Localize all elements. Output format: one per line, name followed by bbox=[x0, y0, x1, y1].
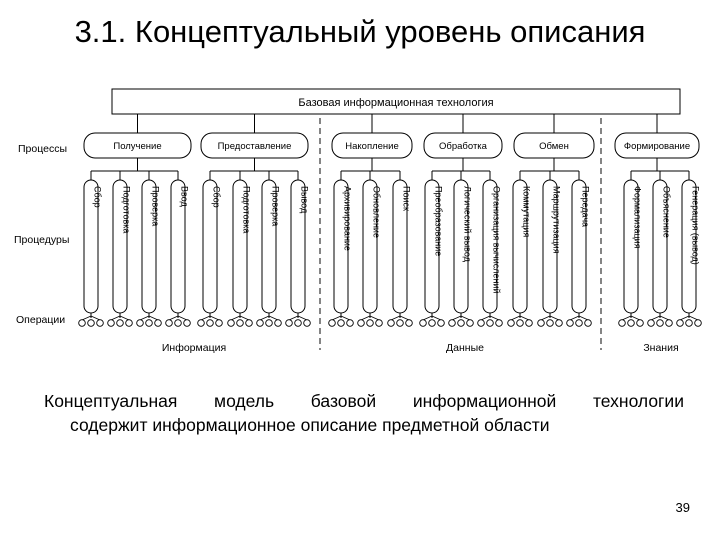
section-label-knowledge: Знания bbox=[643, 342, 679, 354]
operation-branch bbox=[341, 316, 350, 320]
operation-node bbox=[329, 320, 336, 327]
procedure-1 bbox=[79, 180, 104, 326]
operation-node bbox=[228, 320, 235, 327]
procedure-11 bbox=[388, 180, 413, 326]
procedure-6 bbox=[228, 180, 253, 326]
procedure-label: Проверка bbox=[150, 186, 161, 227]
operation-branch bbox=[201, 316, 210, 320]
procedure-7 bbox=[257, 180, 282, 326]
operation-branch bbox=[111, 316, 120, 320]
procedure-label: Сбор bbox=[92, 186, 103, 208]
procedure-label: Коммутация bbox=[521, 186, 532, 238]
procedure-9 bbox=[329, 180, 354, 326]
operation-node bbox=[295, 320, 302, 327]
operation-node bbox=[686, 320, 693, 327]
process-label-формирование: Формирование bbox=[623, 141, 691, 152]
operation-node bbox=[666, 320, 673, 327]
procedure-8 bbox=[286, 180, 311, 326]
operation-node bbox=[677, 320, 684, 327]
operation-branch bbox=[481, 316, 490, 320]
operation-node bbox=[117, 320, 124, 327]
operation-branch bbox=[391, 316, 400, 320]
procedure-17 bbox=[567, 180, 592, 326]
operation-branch bbox=[490, 316, 499, 320]
operation-branch bbox=[210, 316, 219, 320]
procedure-label: Объяснение bbox=[661, 186, 672, 238]
operation-node bbox=[126, 320, 133, 327]
operation-node bbox=[79, 320, 86, 327]
level-label-procedures: Процедуры bbox=[14, 234, 70, 246]
procedure-label: Сбор bbox=[211, 186, 222, 208]
caption-line-2: содержит информационное описание предметной области bbox=[70, 415, 550, 435]
operation-branch bbox=[570, 316, 579, 320]
operation-node bbox=[438, 320, 445, 327]
operation-node bbox=[146, 320, 153, 327]
procedure-15 bbox=[508, 180, 533, 326]
procedure-label: Логический вывод bbox=[462, 186, 473, 262]
section-label-data: Данные bbox=[446, 342, 484, 354]
level-label-operations: Операции bbox=[16, 314, 66, 326]
operation-node bbox=[695, 320, 702, 327]
operation-branch bbox=[140, 316, 149, 320]
operation-branch bbox=[149, 316, 158, 320]
operation-branch bbox=[120, 316, 129, 320]
operation-node bbox=[496, 320, 503, 327]
operation-node bbox=[257, 320, 264, 327]
operation-node bbox=[478, 320, 485, 327]
operation-branch bbox=[240, 316, 249, 320]
operation-node bbox=[429, 320, 436, 327]
operation-branch bbox=[461, 316, 470, 320]
process-label-предоставление: Предоставление bbox=[217, 141, 292, 152]
top-box-label: Базовая информационная технология bbox=[298, 97, 494, 109]
operation-node bbox=[648, 320, 655, 327]
operation-node bbox=[458, 320, 465, 327]
operation-node bbox=[628, 320, 635, 327]
procedure-13 bbox=[449, 180, 474, 326]
procedure-label: Организация вычислений bbox=[491, 186, 502, 294]
operation-branch bbox=[298, 316, 307, 320]
procedure-label: Передача bbox=[580, 186, 591, 228]
procedure-2 bbox=[108, 180, 133, 326]
operation-node bbox=[184, 320, 191, 327]
operation-branch bbox=[631, 316, 640, 320]
procedure-5 bbox=[198, 180, 223, 326]
operation-node bbox=[487, 320, 494, 327]
procedure-19 bbox=[648, 180, 673, 326]
procedure-label: Формализация bbox=[632, 186, 643, 249]
operation-node bbox=[216, 320, 223, 327]
procedure-14 bbox=[478, 180, 503, 326]
procedure-12 bbox=[420, 180, 445, 326]
operation-node bbox=[198, 320, 205, 327]
operation-node bbox=[538, 320, 545, 327]
operation-branch bbox=[511, 316, 520, 320]
operation-branch bbox=[332, 316, 341, 320]
operation-node bbox=[467, 320, 474, 327]
operation-node bbox=[338, 320, 345, 327]
operation-branch bbox=[579, 316, 588, 320]
slide-title: 3.1. Концептуальный уровень описания bbox=[74, 14, 646, 49]
caption-line-1: Концептуальная модель базовой информационной технологии bbox=[44, 391, 684, 411]
operation-branch bbox=[231, 316, 240, 320]
operation-node bbox=[358, 320, 365, 327]
operation-branch bbox=[400, 316, 409, 320]
operation-branch bbox=[91, 316, 100, 320]
operation-node bbox=[657, 320, 664, 327]
procedure-label: Генерация (вывод) bbox=[690, 186, 701, 265]
operation-branch bbox=[660, 316, 669, 320]
operation-node bbox=[88, 320, 95, 327]
operation-node bbox=[108, 320, 115, 327]
procedure-label: Обновление bbox=[371, 186, 382, 238]
operation-branch bbox=[289, 316, 298, 320]
procedure-label: Подготовка bbox=[241, 186, 252, 234]
operation-node bbox=[406, 320, 413, 327]
operation-node bbox=[175, 320, 182, 327]
operation-branch bbox=[622, 316, 631, 320]
operation-node bbox=[508, 320, 515, 327]
section-label-information: Информация bbox=[161, 342, 227, 354]
procedure-label: Ввод bbox=[179, 186, 190, 207]
procedure-label: Архивирование bbox=[342, 186, 353, 251]
operation-branch bbox=[260, 316, 269, 320]
operation-branch bbox=[689, 316, 698, 320]
operation-node bbox=[585, 320, 592, 327]
operation-branch bbox=[520, 316, 529, 320]
operation-node bbox=[207, 320, 214, 327]
operation-node bbox=[556, 320, 563, 327]
process-label-обработка: Обработка bbox=[439, 141, 487, 152]
operation-branch bbox=[432, 316, 441, 320]
operation-branch bbox=[423, 316, 432, 320]
operation-branch bbox=[541, 316, 550, 320]
operation-node bbox=[237, 320, 244, 327]
operation-node bbox=[397, 320, 404, 327]
operation-branch bbox=[269, 316, 278, 320]
procedure-16 bbox=[538, 180, 563, 326]
procedure-label: Вывод bbox=[299, 186, 310, 214]
process-label-накопление: Накопление bbox=[345, 141, 399, 152]
caption bbox=[44, 389, 684, 437]
operation-node bbox=[576, 320, 583, 327]
operation-branch bbox=[82, 316, 91, 320]
operation-branch bbox=[651, 316, 660, 320]
operation-node bbox=[155, 320, 162, 327]
procedure-18 bbox=[619, 180, 644, 326]
operation-branch bbox=[550, 316, 559, 320]
operation-node bbox=[286, 320, 293, 327]
operation-node bbox=[367, 320, 374, 327]
operation-branch bbox=[178, 316, 187, 320]
procedure-label: Поиск bbox=[401, 186, 412, 211]
page-number: 39 bbox=[675, 500, 690, 515]
procedure-label: Подготовка bbox=[121, 186, 132, 234]
operation-node bbox=[97, 320, 104, 327]
procedure-3 bbox=[137, 180, 162, 326]
procedure-4 bbox=[166, 180, 191, 326]
operation-node bbox=[266, 320, 273, 327]
operation-node bbox=[420, 320, 427, 327]
operation-node bbox=[619, 320, 626, 327]
operation-node bbox=[388, 320, 395, 327]
procedure-label: Проверка bbox=[270, 186, 281, 227]
operation-branch bbox=[370, 316, 379, 320]
procedure-20 bbox=[677, 180, 702, 326]
operation-node bbox=[166, 320, 173, 327]
process-label-получение: Получение bbox=[113, 141, 162, 152]
operation-node bbox=[347, 320, 354, 327]
operation-branch bbox=[169, 316, 178, 320]
operation-node bbox=[547, 320, 554, 327]
operation-branch bbox=[361, 316, 370, 320]
operation-node bbox=[137, 320, 144, 327]
operation-node bbox=[304, 320, 311, 327]
operation-branch bbox=[452, 316, 461, 320]
operation-node bbox=[376, 320, 383, 327]
operation-node bbox=[567, 320, 574, 327]
procedure-10 bbox=[358, 180, 383, 326]
process-label-обмен: Обмен bbox=[539, 141, 569, 152]
operation-branch bbox=[680, 316, 689, 320]
operation-node bbox=[246, 320, 253, 327]
operation-node bbox=[517, 320, 524, 327]
procedure-label: Маршрутизация bbox=[551, 186, 562, 254]
operation-node bbox=[637, 320, 644, 327]
operation-node bbox=[526, 320, 533, 327]
operation-node bbox=[449, 320, 456, 327]
level-label-processes: Процессы bbox=[18, 143, 68, 155]
procedure-label: Преобразование bbox=[433, 186, 444, 257]
operation-node bbox=[275, 320, 282, 327]
